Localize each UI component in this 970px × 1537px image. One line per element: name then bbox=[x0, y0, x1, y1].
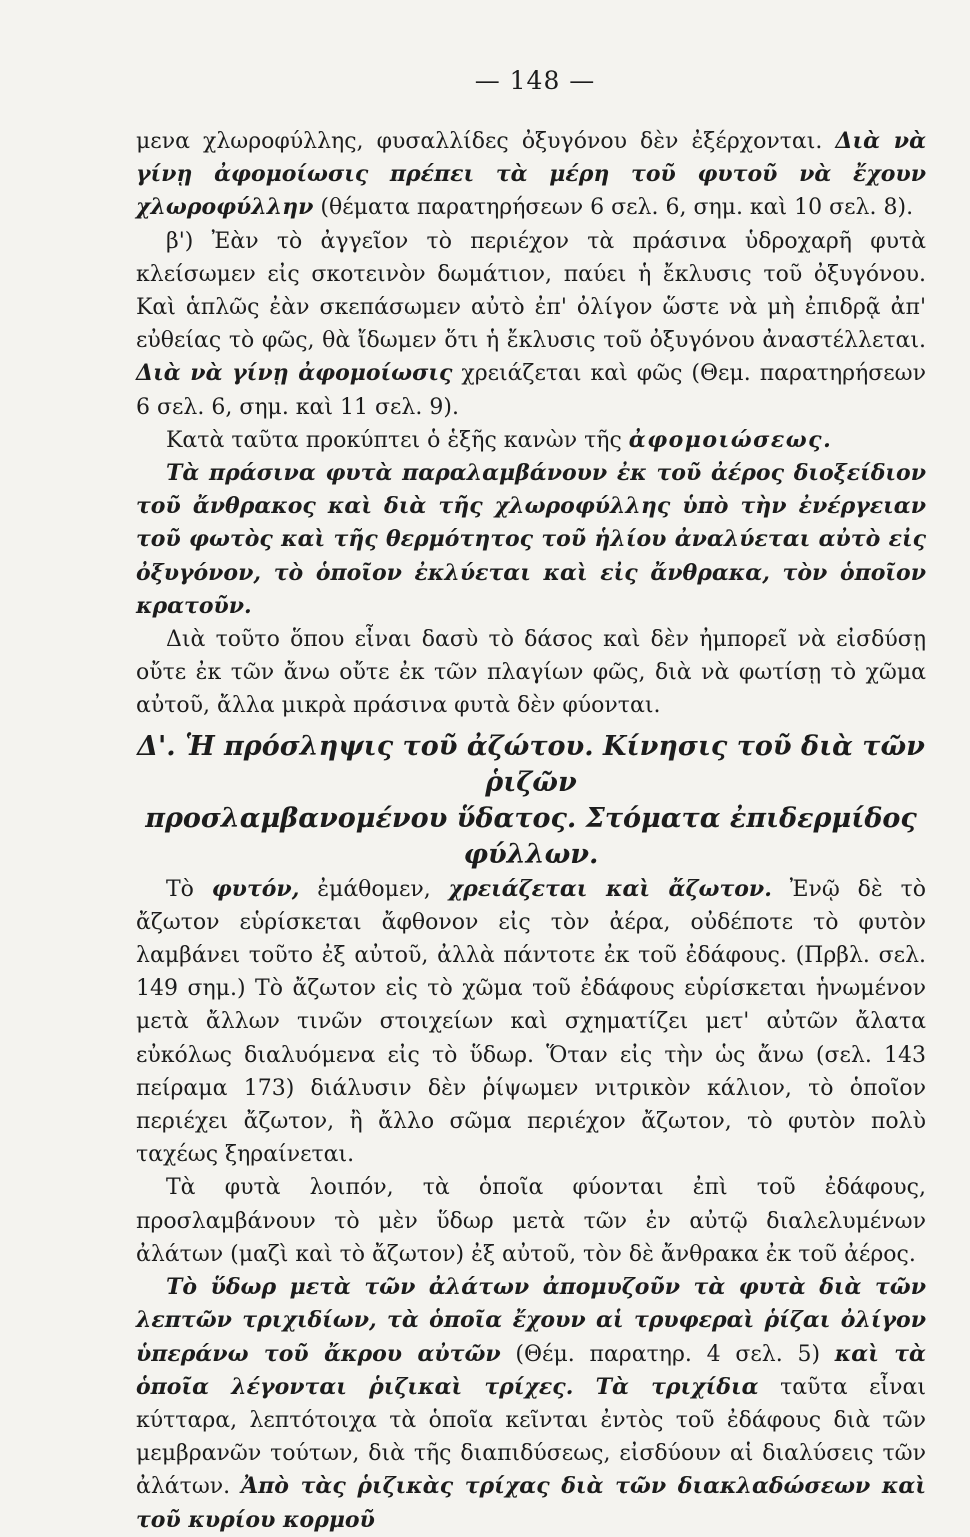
paragraph-5 bbox=[136, 623, 926, 723]
paragraph-7 bbox=[136, 1171, 926, 1271]
paragraph-6 bbox=[136, 873, 926, 1172]
p8-emphasis-2: καὶ τὰ ὁποῖα λέγονται ῥιζικαὶ τρίχες. Τὰ τριχίδια bbox=[136, 1340, 926, 1400]
p5-text: Διὰ τοῦτο ὅπου εἶναι δασὺ τὸ δάσος καὶ δὲν ἠμπορεῖ νὰ εἰσδύσῃ οὔτε ἐκ τῶν ἄνω οὔτε ἐκ τῶν πλαγίων φῶς, διὰ νὰ φωτίσῃ τὸ χῶμα αὐτοῦ, ἄλλα μικρὰ πράσινα φυτὰ δὲν φύονται. bbox=[136, 627, 926, 719]
paragraph-1 bbox=[136, 125, 926, 225]
paragraph-2 bbox=[136, 225, 926, 424]
p1-text-a: μενα χλωροφύλλης, φυσαλλίδες ὀξυγόνου δὲν ἐξέρχονται. bbox=[136, 129, 836, 154]
p6-emphasis-1: φυτόν, bbox=[211, 875, 300, 902]
p8-emphasis-3: Ἀπὸ τὰς ῥιζικὰς τρίχας διὰ τῶν διακλαδώσεων καὶ τοῦ κυρίου κορμοῦ bbox=[136, 1473, 926, 1533]
p6-text-a: Τὸ bbox=[166, 876, 212, 902]
p6-emphasis-2: χρειάζεται καὶ ἄζωτον. bbox=[448, 875, 772, 902]
paragraph-8 bbox=[136, 1271, 926, 1537]
p1-emphasis: Διὰ νὰ γίνῃ ἀφομοίωσις πρέπει τὰ μέρη τοῦ φυτοῦ νὰ ἔχουν χλωροφύλλην bbox=[136, 128, 926, 221]
p6-text-e: Ἐνῷ δὲ τὸ ἄζωτον εὑρίσκεται ἄφθονον εἰς τὸν ἀέρα, οὐδέποτε τὸ φυτὸν λαμβάνει τοῦτο ἐξ αὐτοῦ, ἀλλὰ πάντοτε ἐκ τοῦ ἐδάφους. (Πρβλ. σελ. 149 σημ.) Τὸ ἄζωτον εἰς τὸ χῶμα τοῦ ἐδάφους εὑρίσκεται ἡνωμένον μετὰ ἄλλων τινῶν στοιχείων καὶ σχηματίζει μετ' αὐτῶν ἄλατα εὐκόλως διαλυόμενα εἰς τὸ ὕδωρ. Ὅταν εἰς τὴν ὡς ἄνω (σελ. 143 πείραμα 173) διάλυσιν δὲν ῥίψωμεν νιτρικὸν κάλιον, τὸ ὁποῖον περιέχει ἄζωτον, ἢ ἄλλο σῶμα περιέχον ἄζωτον, τὸ φυτὸν πολὺ ταχέως ξηραίνεται. bbox=[136, 876, 926, 1168]
p3-text-a: Κατὰ ταῦτα προκύπτει ὁ ἑξῆς κανὼν τῆς bbox=[166, 427, 629, 453]
p8-emphasis-1: Τὸ ὕδωρ μετὰ τῶν ἀλάτων ἀπομυζοῦν τὰ φυτὰ διὰ τῶν λεπτῶν τριχιδίων, τὰ ὁποῖα ἔχουν αἱ τρυφεραὶ ῥίζαι ὀλίγον ὑπεράνω τοῦ ἄκρου αὐτῶν bbox=[136, 1274, 926, 1367]
paragraph-rule bbox=[136, 457, 926, 623]
p6-text-c: ἐμάθομεν, bbox=[299, 876, 449, 902]
p1-text-c: (θέματα παρατηρήσεων 6 σελ. 6, σημ. καὶ 10 σελ. 8). bbox=[313, 195, 914, 221]
heading-line-3: φύλλων. bbox=[463, 838, 599, 870]
p8-text-d: ταῦτα εἶναι κύτταρα, λεπτότοιχα τὰ ὁποῖα κεῖνται ἐντὸς τοῦ ἐδάφους διὰ τῶν μεμβρανῶν τούτων, διὰ τῆς διαπιδύσεως, εἰσδύουν αἱ διαλύσεις τῶν ἀλάτων. bbox=[136, 1374, 927, 1500]
paragraph-3 bbox=[136, 424, 926, 457]
assimilation-rule: Τὰ πράσινα φυτὰ παραλαμβάνουν ἐκ τοῦ ἀέρος διοξείδιον τοῦ ἄνθρακος καὶ διὰ τῆς χλωροφύλλης ὑπὸ τὴν ἐνέργειαν τοῦ φωτὸς καὶ τῆς θερμότητος τοῦ ἡλίου ἀναλύεται αὐτὸ εἰς ὀξυγόνον, τὸ ὁποῖον ἐκλύεται καὶ εἰς ἄνθρακα, τὸν ὁποῖον κρατοῦν. bbox=[136, 460, 926, 619]
p2-text-c: χρειάζεται καὶ φῶς (Θεμ. παρατηρήσεων 6 σελ. 6, σημ. καὶ 11 σελ. 9). bbox=[136, 361, 926, 420]
p3-spaced-word: ἀφομοιώσεως. bbox=[628, 426, 833, 453]
p2-emphasis: Διὰ νὰ γίνῃ ἀφομοίωσις bbox=[136, 360, 453, 387]
p7-text: Τὰ φυτὰ λοιπόν, τὰ ὁποῖα φύονται ἐπὶ τοῦ ἐδάφους, προσλαμβάνουν τὸ μὲν ὕδωρ μετὰ τῶν ἐν αὐτῷ διαλελυμένων ἀλάτων (μαζὶ καὶ τὸ ἄζωτον) ἐξ αὐτοῦ, τὸν δὲ ἄνθρακα ἐκ τοῦ ἀέρος. bbox=[136, 1175, 926, 1267]
section-heading bbox=[136, 729, 926, 873]
page-number: — 148 — bbox=[474, 66, 596, 95]
heading-line-2: προσλαμβανομένου ὕδατος. Στόματα ἐπιδερμίδος bbox=[145, 802, 917, 834]
p2-text-a: β') Ἐὰν τὸ ἀγγεῖον τὸ περιέχον τὰ πράσινα ὑδροχαρῆ φυτὰ κλείσωμεν εἰς σκοτεινὸν δωμάτιον, παύει ἡ ἔκλυσις τοῦ ὀξυγόνου. Καὶ ἁπλῶς ἐὰν σκεπάσωμεν αὐτὸ ἐπ' ὀλίγον ὥστε νὰ μὴ ἐπιδρᾷ ἀπ' εὐθείας τὸ φῶς, θὰ ἴδωμεν ὅτι ἡ ἔκλυσις τοῦ ὀξυγόνου ἀναστέλλεται. bbox=[136, 228, 926, 354]
p8-text-b: (Θέμ. παρατηρ. 4 σελ. 5) bbox=[500, 1341, 835, 1367]
body-text bbox=[136, 125, 926, 1537]
heading-line-1: Δ'. Ἡ πρόσληψις τοῦ ἀζώτου. Κίνησις τοῦ διὰ τῶν ῥιζῶν bbox=[137, 730, 925, 798]
